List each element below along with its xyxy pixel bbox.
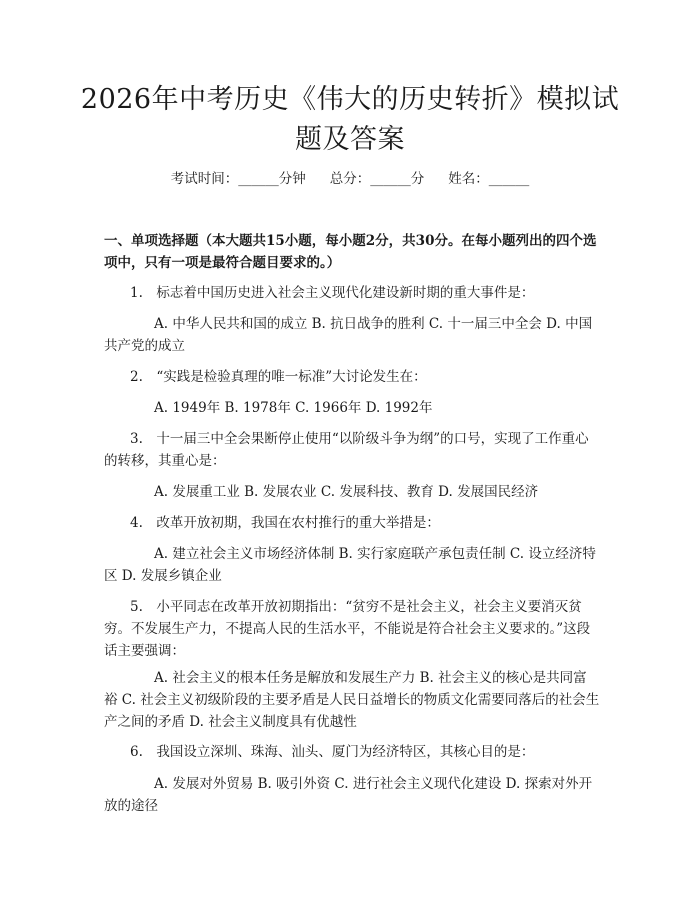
document-title: 2026年中考历史《伟大的历史转折》模拟试题及答案 xyxy=(80,84,620,155)
question-options: A. 中华人民共和国的成立 B. 抗日战争的胜利 C. 十一届三中全会 D. 中国共产党的成立 xyxy=(104,316,593,354)
question-stem: 2. “实践是检验真理的唯一标准”大讨论发生在： xyxy=(130,369,427,385)
question-options: A. 社会主义的根本任务是解放和发展生产力 B. 社会主义的核心是共同富裕 C. 社会主义初级阶段的主要矛盾是人民日益增长的物质文化需要同落后的社会生产之间的矛盾 D. 社会主义制度具有优越性 xyxy=(104,670,600,730)
student-name-field: 姓名：______ xyxy=(448,171,530,187)
question-options: A. 发展对外贸易 B. 吸引外资 C. 进行社会主义现代化建设 D. 探索对外开放的途径 xyxy=(104,776,593,814)
question-stem: 4. 改革开放初期，我国在农村推行的重大举措是： xyxy=(130,515,440,531)
exam-info-line xyxy=(0,170,700,188)
section-heading: 一、单项选择题（本大题共15小题，每小题2分，共30分。在每小题列出的四个选项中，只有一项是最符合题目要求的。） xyxy=(104,233,597,271)
exam-time-field: 考试时间：______分钟 xyxy=(170,171,306,187)
question-stem: 3. 十一届三中全会果断停止使用“以阶级斗争为纲”的口号，实现了工作重心的转移，其重心是： xyxy=(104,431,589,469)
question-stem: 1. 标志着中国历史进入社会主义现代化建设新时期的重大事件是： xyxy=(130,285,535,301)
question-stem: 5. 小平同志在改革开放初期指出：“贫穷不是社会主义，社会主义要消灭贫穷。不发展生产力，不提高人民的生活水平，不能说是符合社会主义要求的。”这段话主要强调： xyxy=(104,599,591,659)
question-stem: 6. 我国设立深圳、珠海、汕头、厦门为经济特区，其核心目的是： xyxy=(130,744,535,760)
question-options: A. 建立社会主义市场经济体制 B. 实行家庭联产承包责任制 C. 设立经济特区 D. 发展乡镇企业 xyxy=(104,546,596,584)
question-options: A. 1949年 B. 1978年 C. 1966年 D. 1992年 xyxy=(154,400,433,416)
question-options: A. 发展重工业 B. 发展农业 C. 发展科技、教育 D. 发展国民经济 xyxy=(154,484,539,500)
total-score-field: 总分：______分 xyxy=(329,171,425,187)
